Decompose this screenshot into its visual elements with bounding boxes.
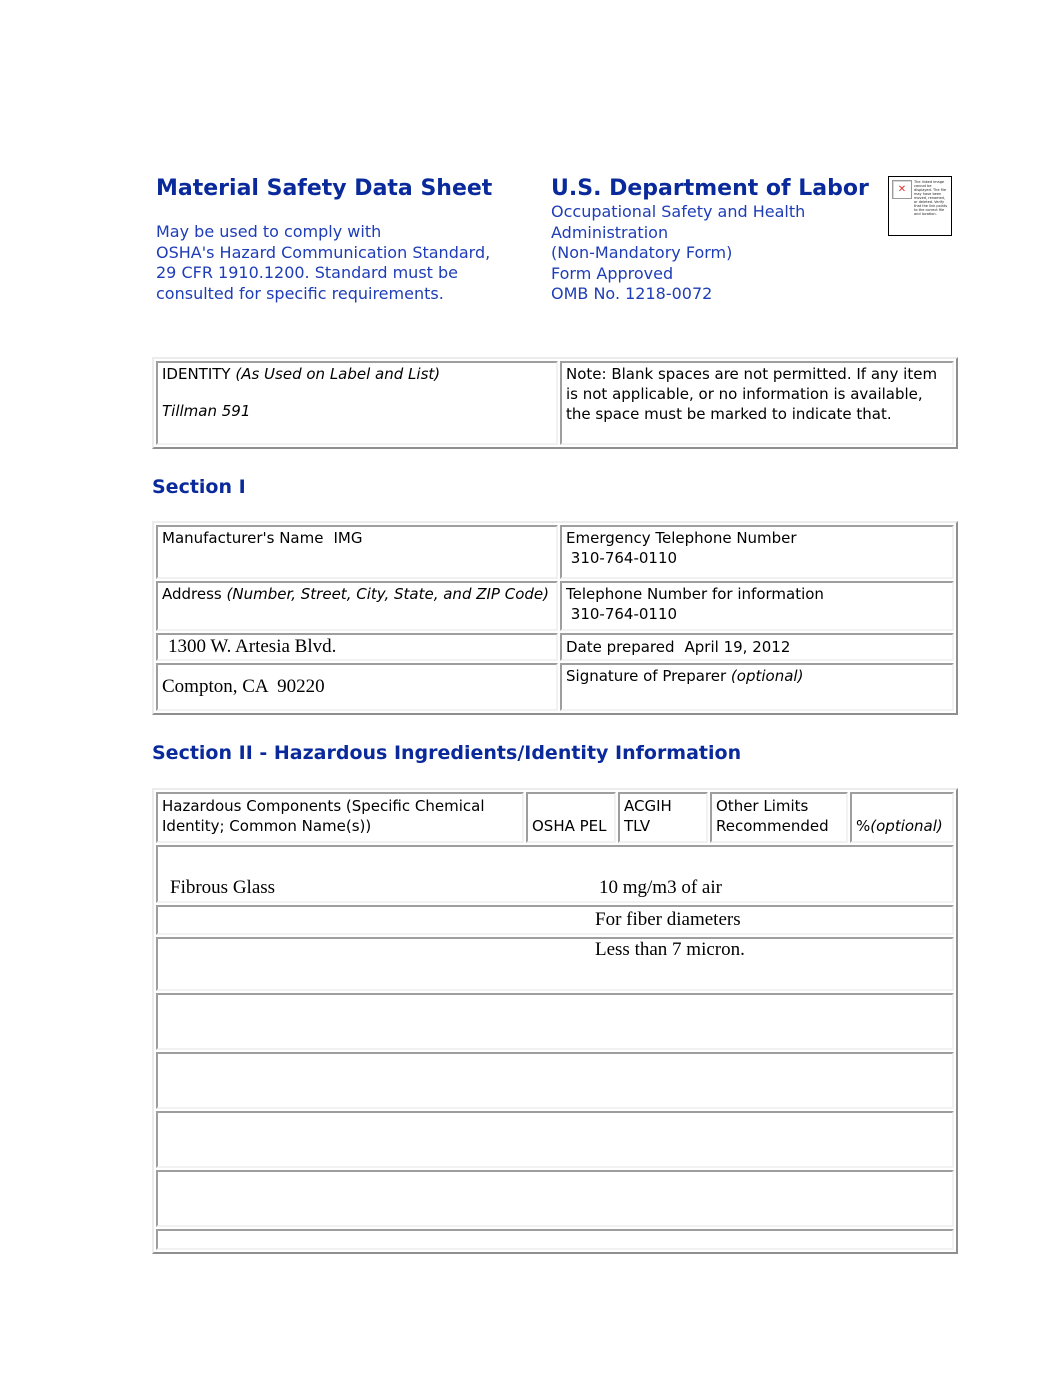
percent-optional-note: (optional) — [870, 816, 943, 835]
identity-label-note: (As Used on Label and List) — [235, 364, 441, 383]
address-label: Address — [162, 584, 227, 603]
table-row — [156, 993, 954, 1050]
empty-ingredient-row — [156, 1229, 954, 1250]
ingredient-row-fibrous-glass — [156, 845, 954, 903]
ingredient-note: Less than 7 micron. — [595, 938, 745, 960]
table-row — [156, 905, 954, 935]
ingredient-note-row — [156, 937, 954, 991]
col-header-osha-pel: OSHA PEL — [526, 792, 616, 843]
date-prepared-value: April 19, 2012 — [684, 637, 791, 656]
percent-symbol: % — [856, 816, 871, 835]
address-label-note: (Number, Street, City, State, and ZIP Code) — [226, 584, 549, 603]
col-header-percent-optional — [850, 792, 954, 843]
date-prepared-cell — [560, 633, 954, 661]
empty-ingredient-row — [156, 993, 954, 1050]
identity-label-line — [162, 364, 552, 384]
col-header-acgih-tlv: ACGIH TLV — [618, 792, 708, 843]
header-right-column — [547, 176, 887, 305]
empty-ingredient-row — [156, 1170, 954, 1227]
msds-document — [152, 0, 958, 1254]
section-1-table — [152, 521, 958, 715]
info-phone-cell — [560, 581, 954, 631]
emergency-phone-value: 310-764-0110 — [566, 548, 678, 567]
table-row — [156, 845, 954, 903]
ingredient-note: For fiber diameters — [595, 908, 741, 930]
document-header — [152, 176, 958, 305]
address-label-cell — [156, 581, 558, 631]
emergency-phone-label: Emergency Telephone Number — [566, 528, 797, 547]
identity-cell — [156, 361, 558, 445]
table-row — [156, 525, 954, 579]
info-phone-label: Telephone Number for information — [566, 584, 824, 603]
intro-line: consulted for specific requirements. — [156, 283, 444, 303]
signature-optional-note: (optional) — [730, 666, 804, 685]
ingredient-line — [162, 847, 948, 901]
manufacturer-name-label: Manufacturer's Name — [162, 528, 324, 547]
ingredient-name: Fibrous Glass — [170, 876, 276, 898]
agency-line: Occupational Safety and Health — [551, 202, 806, 221]
table-row — [156, 361, 954, 445]
table-row — [156, 633, 954, 661]
empty-ingredient-row — [156, 1111, 954, 1168]
broken-image-placeholder — [888, 176, 952, 236]
table-row — [156, 663, 954, 711]
table-row — [156, 581, 954, 631]
agency-line: OMB No. 1218-0072 — [551, 284, 713, 303]
address-street-value: 1300 W. Artesia Blvd. — [168, 635, 337, 657]
ingredient-note-row — [156, 905, 954, 935]
address-city-cell — [156, 663, 558, 711]
table-row — [156, 937, 954, 991]
table-row — [156, 1111, 954, 1168]
col-header-hazardous-components: Hazardous Components (Specific Chemical Identity; Common Name(s)) — [156, 792, 524, 843]
ingredient-osha-pel-value: 10 mg/m3 of air — [599, 876, 722, 898]
table-row — [156, 1170, 954, 1227]
hazardous-ingredients-table — [152, 788, 958, 1254]
table-row — [156, 1229, 954, 1250]
section-1-heading: Section I — [152, 475, 246, 498]
info-phone-value: 310-764-0110 — [566, 604, 678, 623]
broken-image-icon: ✕ — [892, 180, 912, 199]
agency-lines — [551, 202, 887, 305]
table-row — [156, 1052, 954, 1109]
blank-spaces-note-cell — [560, 361, 954, 445]
intro-line: 29 CFR 1910.1200. Standard must be — [156, 263, 459, 282]
broken-image-alt-text: The linked image cannot be displayed. The file may have been moved, renamed, or deleted. Verify that the link points to the correct file and location. — [914, 180, 948, 216]
agency-title: U.S. Department of Labor — [551, 176, 869, 201]
identity-value: Tillman 591 — [162, 401, 251, 420]
broken-image-inner — [889, 177, 951, 219]
signature-label: Signature of Preparer — [566, 666, 731, 685]
section-2-heading: Section II - Hazardous Ingredients/Identity Information — [152, 741, 742, 764]
address-value-cell — [156, 633, 558, 661]
agency-line: (Non-Mandatory Form) — [551, 243, 733, 262]
identity-table — [152, 357, 958, 449]
address-city-value: Compton, CA 90220 — [162, 675, 325, 697]
identity-label: IDENTITY — [162, 364, 236, 383]
agency-line: Form Approved — [551, 263, 674, 283]
agency-line: Administration — [551, 222, 669, 242]
emergency-phone-cell — [560, 525, 954, 579]
intro-line: OSHA's Hazard Communication Standard, — [156, 242, 491, 262]
empty-ingredient-row — [156, 1052, 954, 1109]
signature-cell — [560, 663, 954, 711]
col-header-other-limits: Other Limits Recommended — [710, 792, 848, 843]
page-title: Material Safety Data Sheet — [156, 176, 493, 201]
intro-line: May be used to comply with — [156, 222, 382, 241]
manufacturer-name-value: IMG — [333, 528, 363, 547]
manufacturer-name-cell — [156, 525, 558, 579]
blank-spaces-note: Note: Blank spaces are not permitted. If any item is not applicable, or no information is available, the space must be marked to indicate that. — [566, 364, 938, 423]
date-prepared-label: Date prepared — [566, 637, 675, 656]
header-left-column — [152, 176, 547, 305]
table-header-row — [156, 792, 954, 843]
intro-paragraph — [156, 222, 547, 304]
